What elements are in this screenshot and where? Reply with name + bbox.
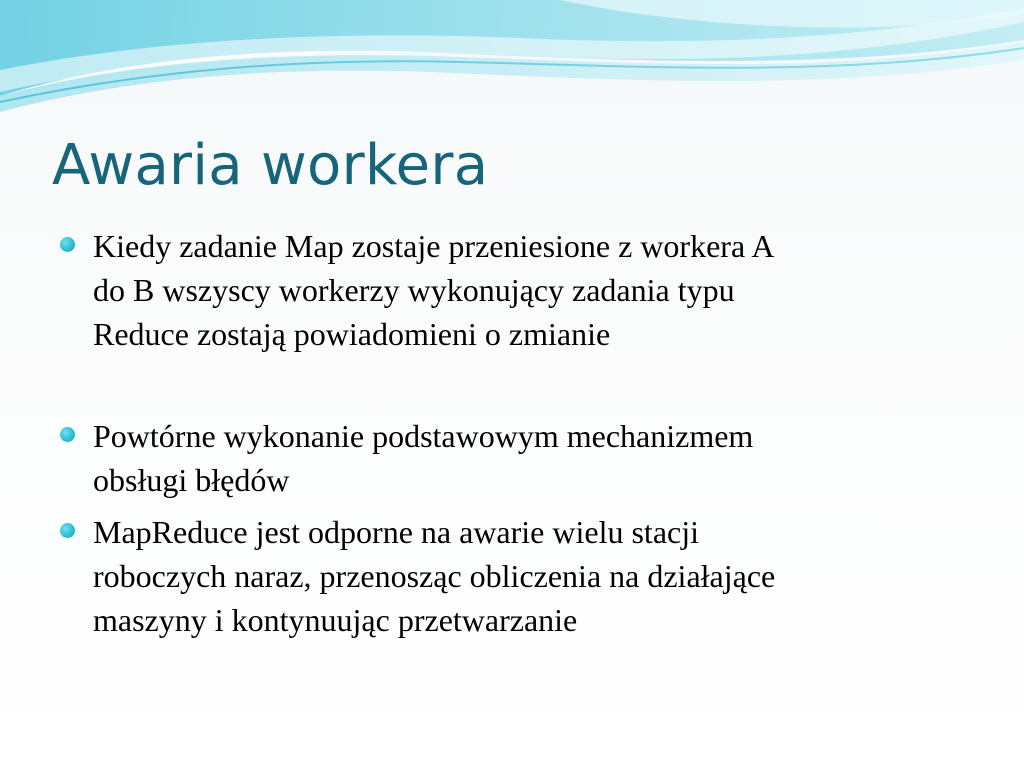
bullet-dot-icon [60,523,75,538]
bullet-line: MapReduce jest odporne na awarie wielu stacji [93,514,699,550]
bullet-line: Powtórne wykonanie podstawowym mechanizmem [93,418,754,454]
bullet-line: roboczych naraz, przenosząc obliczenia na działające [93,558,776,594]
bullet-line: do B wszyscy workerzy wykonujący zadania typu [93,272,735,308]
bullet-dot-icon [60,237,75,252]
bullet-dot-icon [60,427,75,442]
bullet-list [60,224,990,642]
bullet-line: maszyny i kontynuując przetwarzanie [93,602,578,638]
bullet-item [60,510,990,642]
bullet-line: Reduce zostają powiadomieni o zmianie [93,316,611,352]
header-wave-decoration [0,0,1024,130]
bullet-item [60,414,990,502]
bullet-item [60,224,990,356]
slide-title: Awaria workera [52,133,489,198]
bullet-line: Kiedy zadanie Map zostaje przeniesione z workera A [93,228,775,264]
bullet-line: obsługi błędów [93,462,290,498]
